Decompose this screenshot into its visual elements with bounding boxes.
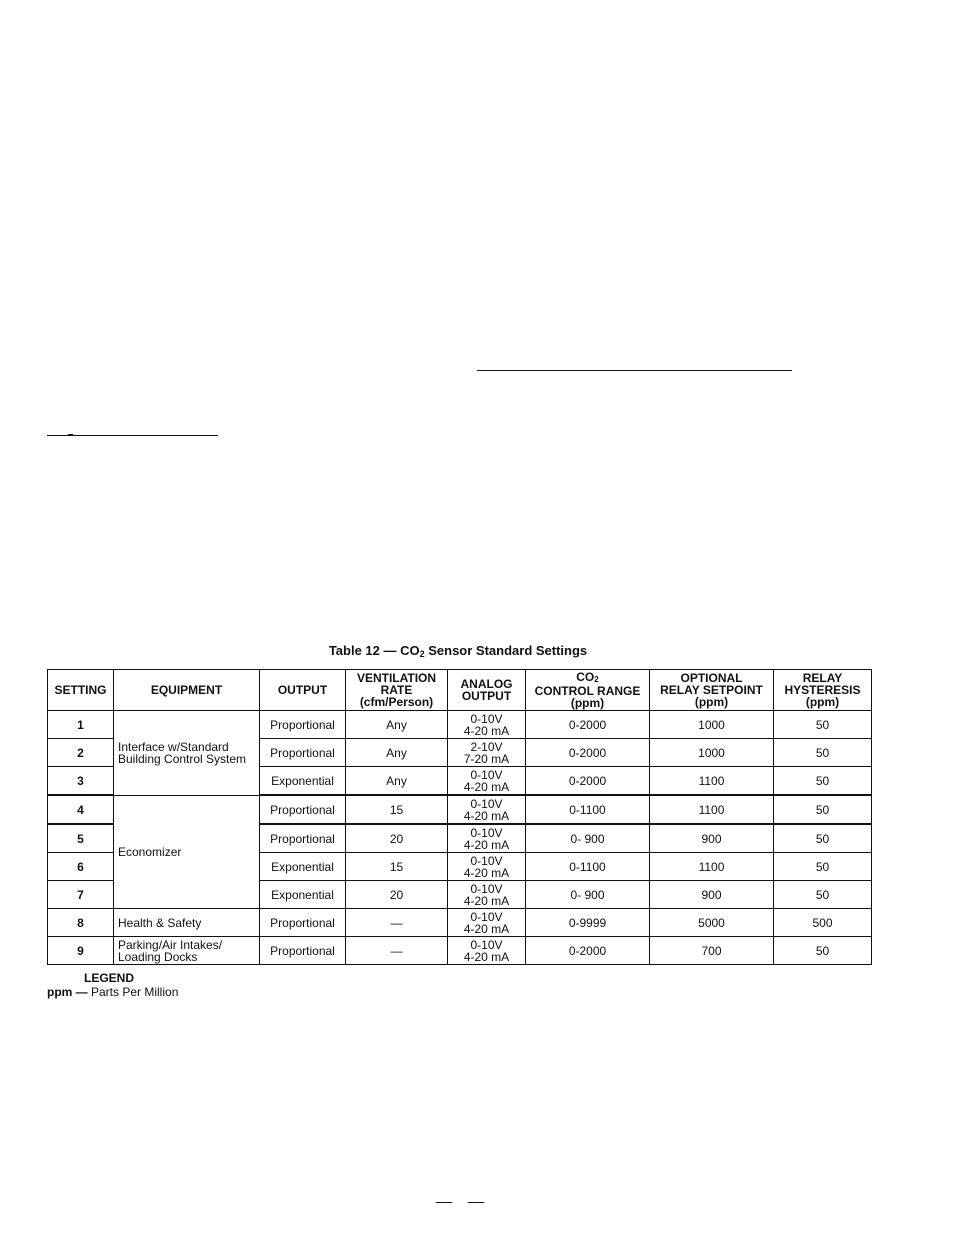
cell-ventilation: —: [346, 937, 448, 965]
cell-analog: 0-10V 4-20 mA: [448, 767, 526, 796]
cell-output: Proportional: [260, 937, 346, 965]
table-title: Table 12 — $CO_2$ Sensor Standard Settings: [328, 643, 588, 659]
header-analog-output: ANALOG OUTPUT: [448, 670, 526, 711]
table-row: [48, 937, 872, 965]
header-equipment: EQUIPMENT: [114, 670, 260, 711]
cell-setpoint: 1000: [650, 711, 774, 739]
cell-hysteresis: 50: [774, 853, 872, 881]
table-row: [48, 909, 872, 937]
section-rule-right: [477, 370, 792, 371]
cell-ventilation: Any: [346, 739, 448, 767]
cell-ventilation: 20: [346, 824, 448, 853]
header-relay-hysteresis: RELAY HYSTERESIS (ppm): [774, 670, 872, 711]
cell-equipment-health: Health & Safety: [114, 909, 260, 937]
cell-hysteresis: 50: [774, 711, 872, 739]
header-setting: SETTING: [48, 670, 114, 711]
cell-setting: 7: [48, 881, 114, 909]
legend-entry: [47, 985, 178, 999]
cell-equipment-interface: Interface w/Standard Building Control System: [114, 711, 260, 796]
cell-equipment-parking: Parking/Air Intakes/ Loading Docks: [114, 937, 260, 965]
legend-title: LEGEND: [84, 971, 135, 985]
cell-setting: 8: [48, 909, 114, 937]
cell-output: Exponential: [260, 767, 346, 796]
cell-range: 0- 900: [526, 824, 650, 853]
table-header-row: [48, 670, 872, 711]
cell-setting: 5: [48, 824, 114, 853]
cell-hysteresis: 50: [774, 937, 872, 965]
section-rule-left: [47, 435, 218, 436]
cell-range: 0-9999: [526, 909, 650, 937]
cell-output: Exponential: [260, 881, 346, 909]
cell-hysteresis: 50: [774, 824, 872, 853]
cell-hysteresis: 50: [774, 881, 872, 909]
header-co2-control-range: $CO_2$ CONTROL RANGE (ppm): [526, 670, 650, 711]
header-ventilation-rate: VENTILATION RATE (cfm/Person): [346, 670, 448, 711]
cell-setting: 2: [48, 739, 114, 767]
cell-hysteresis: 50: [774, 767, 872, 796]
legend-abbreviation: ppm —: [47, 985, 88, 999]
legend-meaning: Parts Per Million: [87, 985, 179, 999]
cell-range: 0-1100: [526, 853, 650, 881]
cell-setpoint: 5000: [650, 909, 774, 937]
cell-setpoint: 1000: [650, 739, 774, 767]
cell-ventilation: 15: [346, 795, 448, 824]
cell-setting: 4: [48, 795, 114, 824]
cell-setting: 1: [48, 711, 114, 739]
cell-ventilation: 20: [346, 881, 448, 909]
cell-ventilation: —: [346, 909, 448, 937]
cell-analog: 0-10V 4-20 mA: [448, 909, 526, 937]
header-relay-setpoint: OPTIONAL RELAY SETPOINT (ppm): [650, 670, 774, 711]
cell-equipment-economizer: Economizer: [114, 795, 260, 909]
cell-setpoint: 900: [650, 881, 774, 909]
cell-setpoint: 1100: [650, 795, 774, 824]
header-output: OUTPUT: [260, 670, 346, 711]
cell-setting: 3: [48, 767, 114, 796]
cell-analog: 0-10V 4-20 mA: [448, 795, 526, 824]
table-row: [48, 795, 872, 824]
page-footer-marks: [436, 1192, 500, 1206]
co2-settings-table: [47, 669, 872, 965]
cell-analog: 0-10V 4-20 mA: [448, 881, 526, 909]
cell-output: Exponential: [260, 853, 346, 881]
legend: [47, 971, 178, 999]
cell-setpoint: 900: [650, 824, 774, 853]
cell-setpoint: 700: [650, 937, 774, 965]
cell-setpoint: 1100: [650, 767, 774, 796]
cell-analog: 0-10V 4-20 mA: [448, 853, 526, 881]
cell-output: Proportional: [260, 909, 346, 937]
cell-output: Proportional: [260, 711, 346, 739]
cell-setpoint: 1100: [650, 853, 774, 881]
cell-range: 0-2000: [526, 739, 650, 767]
cell-output: Proportional: [260, 739, 346, 767]
cell-range: 0-1100: [526, 795, 650, 824]
cell-ventilation: Any: [346, 767, 448, 796]
cell-hysteresis: 50: [774, 739, 872, 767]
cell-output: Proportional: [260, 795, 346, 824]
cell-setting: 9: [48, 937, 114, 965]
cell-hysteresis: 500: [774, 909, 872, 937]
cell-analog: 0-10V 4-20 mA: [448, 824, 526, 853]
cell-ventilation: Any: [346, 711, 448, 739]
cell-hysteresis: 50: [774, 795, 872, 824]
cell-range: 0-2000: [526, 937, 650, 965]
table-row: [48, 711, 872, 739]
cell-analog: 0-10V 4-20 mA: [448, 711, 526, 739]
cell-output: Proportional: [260, 824, 346, 853]
cell-ventilation: 15: [346, 853, 448, 881]
cell-setting: 6: [48, 853, 114, 881]
cell-range: 0-2000: [526, 711, 650, 739]
cell-range: 0- 900: [526, 881, 650, 909]
cell-analog: 2-10V 7-20 mA: [448, 739, 526, 767]
cell-range: 0-2000: [526, 767, 650, 796]
cell-analog: 0-10V 4-20 mA: [448, 937, 526, 965]
